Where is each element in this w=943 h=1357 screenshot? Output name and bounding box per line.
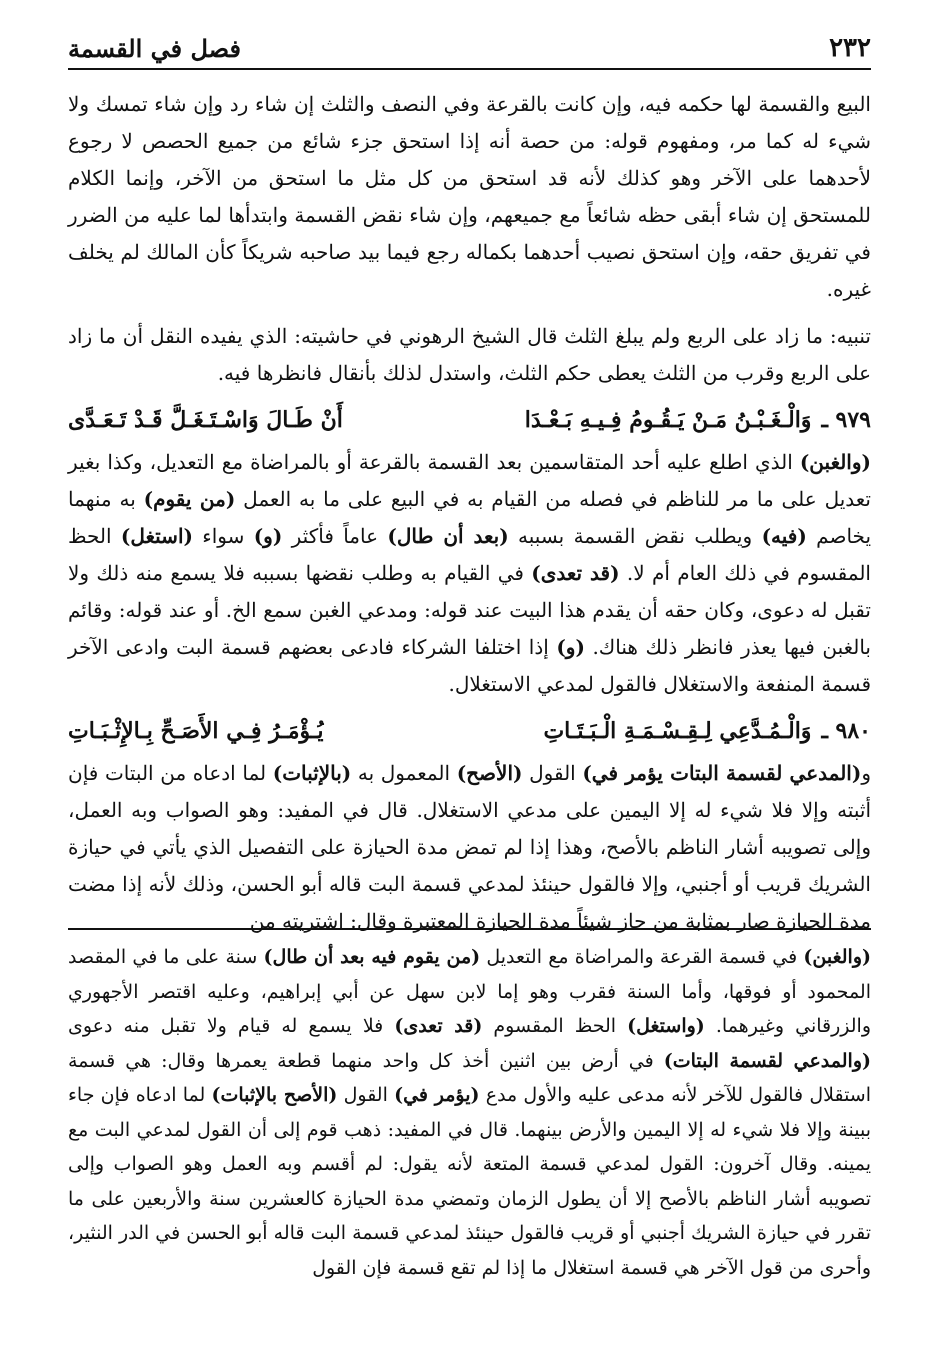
verse-hemistich-first: وَالْـغَـبْـنُ مَـنْ يَـقُـومُ فِـيـهِ بَـعْـدَا	[524, 407, 812, 433]
verse-number: ٩٧٩ ـ	[821, 407, 871, 433]
commentary-980: و(المدعي لقسمة البتات يؤمر في) القول (الأصح) المعمول به (بالإثبات) لما ادعاه من البتات فإن أثبته وإلا فلا شيء له إلا اليمين على مدعي الاستغلال. قال في المفيد: وهو الصواب وبه العمل، وإلى تصويبه أشار الناظم بالأصح، وهذا إذا لم تمض مدة الحيازة على التفصيل الذي يأتي في حيازة الشريك قريب أو أجنبي، وإلا فالقول حينئذ لمدعي قسمة البت قاله أبو الحسن، وذلك لأنه إذا مضت مدة الحيازة صار بمثابة من حاز شيئاً مدة الحيازة المعتبرة وقال: اشتريته من	[68, 761, 872, 933]
paragraph-continuation: البيع والقسمة لها حكمه فيه، وإن كانت بالقرعة وفي النصف والثلث إن شاء رد وإن شاء تمسك ولا شيء له كما مر، ومفهوم قوله: من حصة أنه إذا استحق جزء شائع من جميع الحصص لا رجوع لأحدهما على الآخر وهو كذلك لأنه قد استحق من كل مثل ما استحق من الآخر، وإنما الكلام للمستحق إن شاء أبقى حظه شائعاً مع جميعهم، وإن شاء نقض القسمة وابتدأها لما عليه من الضرر في تفريق حقه، وإن استحق نصيب أحدهما بكماله رجع فيما بيد صاحبه شريكاً كأن المالك لم يخلف غيره.	[68, 92, 871, 301]
page-number: ٢٣٢	[829, 33, 871, 63]
commentary-979: (والغبن) الذي اطلع عليه أحد المتقاسمين بعد القسمة بالقرعة أو بالمراضاة مع التعديل، وكذا بغير تعديل على ما مر للناظم في فصله من القيام به في البيع على ما به العمل (من يقوم) به منهما يخاصم (فيه) ويطلب نقض القسمة بسببه (بعد أن طال) عاماً فأكثر (و) سواء (استغل) الحظ المقسوم في ذلك العام أم لا. (قد تعدى) في القيام به وطلب نقضها بسببه فلا يسمع منه ذلك ولا تقبل له دعوى، وكان حقه أن يقدم هذا البيت عند قوله: ومدعي الغبن سمع الخ. أو عند قوله: وقائم بالغبن فيها يعذر فانظر ذلك هناك. (و) إذا اختلفا الشركاء فادعى بعضهم قسمة البت وادعى الآخر قسمة المنفعة والاستغلال فالقول لمدعي الاستغلال.	[68, 450, 872, 696]
verse-number: ٩٨٠ ـ	[821, 718, 871, 744]
verse-hemistich-second: يُـؤْمَـرُ فِـي الأَصَـحِّ بِـالإِثْـبَـاتِ	[68, 718, 324, 744]
footnote	[68, 940, 871, 1285]
footnote-text: (والغبن) في قسمة القرعة والمراضاة مع التعديل (من يقوم فيه بعد أن طال) سنة على ما في المقصد المحمود أو فوقها، وأما السنة فقرب وهو إما لابن سهل عن أبي إبراهيم، وعليه اقتصر الأجهوري والزرقاني وغيرهما. (واستغل) الحظ المقسوم (قد تعدى) فلا يسمع له قيام ولا تقبل منه دعوى (والمدعي لقسمة البتات) في أرض بين اثنين أخذ كل واحد منهما قطعة يعمرها وقال: هي قسمة استقلال فالقول للآخر لأنه مدعى عليه والأول مدع (يؤمر في) القول (الأصح بالإثبات) لما ادعاه فإن جاء ببينة وإلا فلا شيء له إلا اليمين والأرض بينهما. قال في المفيد: ذهب قوم إلى أن القول لمدعي البت مع يمينه. وقال آخرون: القول لمدعي قسمة المتعة لأنه يقول: لم أقسم وبه العمل وهو الصواب وإلى تصويبه أشار الناظم بالأصح إلا أن يطول الزمان وتمضي مدة الحيازة كالعشرين سنة والأربعين على ما تقرر في حيازة الشريك أجنبي أو قريب فالقول حينئذ لمدعي قسمة البت قاله أبو الحسن في الدر النثير، وأحرى من قول الآخر هي قسمة استغلال ما إذا لم تقع قسمة فإن القول	[68, 946, 872, 1279]
main-text	[68, 86, 871, 940]
verse-980	[68, 709, 871, 753]
footnote-divider	[68, 928, 871, 930]
verse-hemistich-second: أَنْ طَـالَ وَاسْـتَـغَـلَّ قَـدْ تَـعَـدَّى	[68, 407, 343, 433]
note-paragraph: تنبيه: ما زاد على الربع ولم يبلغ الثلث قال الشيخ الرهوني في حاشيته: الذي يفيده النقل أن ما زاد على الربع وقرب من الثلث يعطى حكم الثلث، واستدل لذلك بأنقال فانظرها فيه.	[68, 324, 871, 385]
verse-979	[68, 398, 871, 442]
running-header	[68, 28, 871, 70]
verse-hemistich-first: وَالْـمُـدَّعِي لِـقِـسْـمَـةِ الْـبَـتَـاتِ	[543, 718, 812, 744]
chapter-title: فصل في القسمة	[68, 33, 241, 63]
